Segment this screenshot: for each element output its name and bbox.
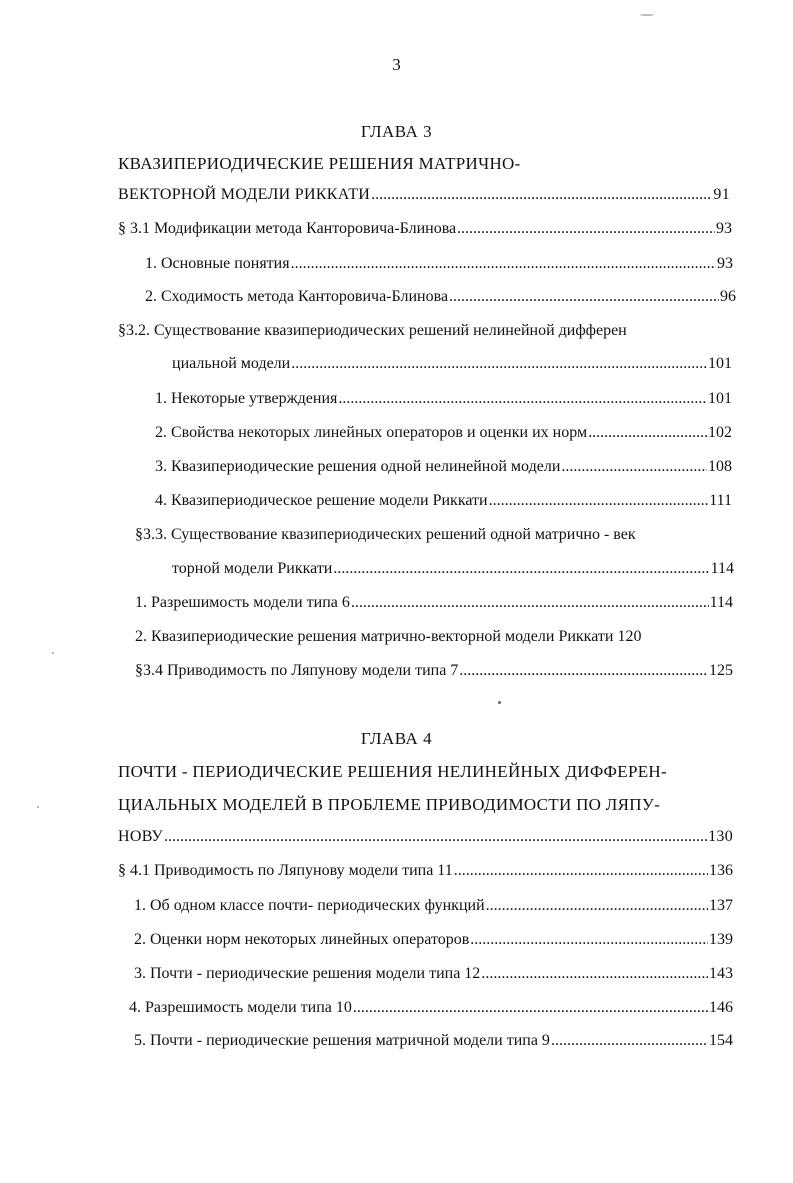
toc-entry-s41-1[interactable] [134,897,733,915]
toc-entry-s33-line1: §3.3. Существование квазипериодических решений одной матрично - век [135,526,636,543]
toc-entry-s41-4[interactable] [129,999,733,1017]
toc-entry-page: 93 [716,220,732,237]
scan-speck [498,701,501,704]
toc-entry-label: 2. Сходимость метода Канторовича-Блинова [145,288,449,305]
toc-entry-page: 108 [708,458,732,475]
toc-entry-label: § 4.1 Приводимость по Ляпунову модели типа 11 [118,862,453,879]
scan-speck [37,806,39,808]
toc-entry-s41-2[interactable] [134,931,733,949]
toc-entry-page: 154 [709,1032,733,1049]
toc-entry-page: 146 [709,999,733,1016]
toc-entry-s41[interactable] [118,862,733,880]
toc-entry-label: 4. Разрешимость модели типа 10 [129,999,352,1016]
chapter4-heading-entry[interactable] [118,828,733,846]
toc-entry-s32-line1: §3.2. Существование квазипериодических решений нелинейной дифферен [118,322,627,339]
dot-leader [470,931,708,949]
dot-leader [481,965,708,983]
toc-entry-label: 1. Основные понятия [145,255,290,272]
toc-entry-s34[interactable] [135,662,733,680]
toc-entry-label: 2. Оценки норм некоторых линейных операторов [134,931,470,948]
chapter3-title: ГЛАВА 3 [360,122,433,141]
chapter3-heading-page: 91 [713,186,730,203]
toc-entry-page: 125 [709,662,733,679]
toc-entry-s32[interactable] [172,355,732,373]
dot-leader [489,492,709,510]
chapter3-heading-line2: ВЕКТОРНОЙ МОДЕЛИ РИККАТИ [118,186,371,203]
dot-leader [333,560,709,578]
toc-entry-label: 5. Почти - периодические решения матричной модели типа 9 [134,1032,550,1049]
dot-leader [449,288,719,306]
toc-entry-label: 4. Квазипериодическое решение модели Риккати [155,492,488,509]
toc-entry-page: 96 [720,288,736,305]
toc-entry-label: циальной модели [172,355,291,372]
toc-entry-page: 137 [709,897,733,914]
dot-leader [588,424,707,442]
toc-entry-page: 114 [710,560,734,577]
dot-leader [371,186,712,204]
dot-leader [291,255,716,273]
toc-entry-label: 2. Свойства некоторых линейных операторов и оценки их норм [155,424,588,441]
chapter4-heading-page: 130 [708,828,733,845]
chapter3-heading-line1: КВАЗИПЕРИОДИЧЕСКИЕ РЕШЕНИЯ МАТРИЧНО- [118,154,521,173]
toc-entry-s41-5[interactable] [134,1032,733,1050]
scan-speck [640,14,654,16]
toc-entry-label: §3.4 Приводимость по Ляпунову модели типа 7 [135,662,459,679]
toc-entry-label: 3. Почти - периодические решения модели типа 12 [134,965,481,982]
chapter4-heading-line1: ПОЧТИ - ПЕРИОДИЧЕСКИЕ РЕШЕНИЯ НЕЛИНЕЙНЫХ ДИФФЕРЕН- [118,762,667,781]
toc-entry-s32-2[interactable] [155,424,732,442]
dot-leader [459,662,708,680]
toc-entry-label: 1. Разрешимость модели типа 6 [135,594,350,611]
dot-leader [351,594,709,612]
dot-leader [561,458,707,476]
dot-leader [164,828,707,846]
toc-entry-page: 101 [708,390,732,407]
toc-entry-s32-1[interactable] [155,390,732,408]
chapter4-heading-line3: НОВУ [118,828,164,845]
toc-entry-label: 2. Квазипериодические решения матрично-векторной модели Риккати [135,628,614,645]
toc-entry-s32-4[interactable] [155,492,732,510]
chapter3-heading-entry[interactable] [118,186,730,204]
toc-entry-s31-1[interactable] [145,255,733,273]
toc-entry-page: 143 [709,965,733,982]
dot-leader [457,220,715,238]
toc-entry-page: 102 [708,424,732,441]
toc-entry-page: 101 [708,355,732,372]
toc-entry-page: 139 [709,931,733,948]
toc-entry-label: 1. Об одном классе почти- периодических функций [134,897,485,914]
toc-entry-page: 93 [717,255,733,272]
dot-leader [551,1032,708,1050]
dot-leader [454,862,708,880]
toc-entry-s33-2[interactable] [135,628,641,646]
dot-leader [486,897,708,915]
toc-entry-label: § 3.1 Модификации метода Канторовича-Блинова [118,220,457,237]
toc-entry-page: 136 [709,862,733,879]
page-number: 3 [392,55,401,74]
toc-entry-page: 114 [709,594,733,611]
toc-entry-s31-2[interactable] [145,288,736,306]
toc-entry-label: торной модели Риккати [172,560,333,577]
chapter4-title: ГЛАВА 4 [360,729,433,748]
toc-entry-page: 111 [709,492,732,509]
dot-leader [338,390,707,408]
dot-leader [291,355,707,373]
chapter4-heading-line2: ЦИАЛЬНЫХ МОДЕЛЕЙ В ПРОБЛЕМЕ ПРИВОДИМОСТИ ПО ЛЯПУ- [118,795,661,814]
toc-entry-s31[interactable] [118,220,732,238]
toc-entry-label: 3. Квазипериодические решения одной нелинейной модели [155,458,561,475]
toc-entry-s33-1[interactable] [135,594,733,612]
toc-entry-s41-3[interactable] [134,965,733,983]
scan-speck [52,652,54,654]
dot-leader [353,999,708,1017]
toc-entry-page: 120 [617,628,642,645]
toc-entry-s32-3[interactable] [155,458,732,476]
toc-entry-label: 1. Некоторые утверждения [155,390,338,407]
toc-entry-s33[interactable] [172,560,734,578]
